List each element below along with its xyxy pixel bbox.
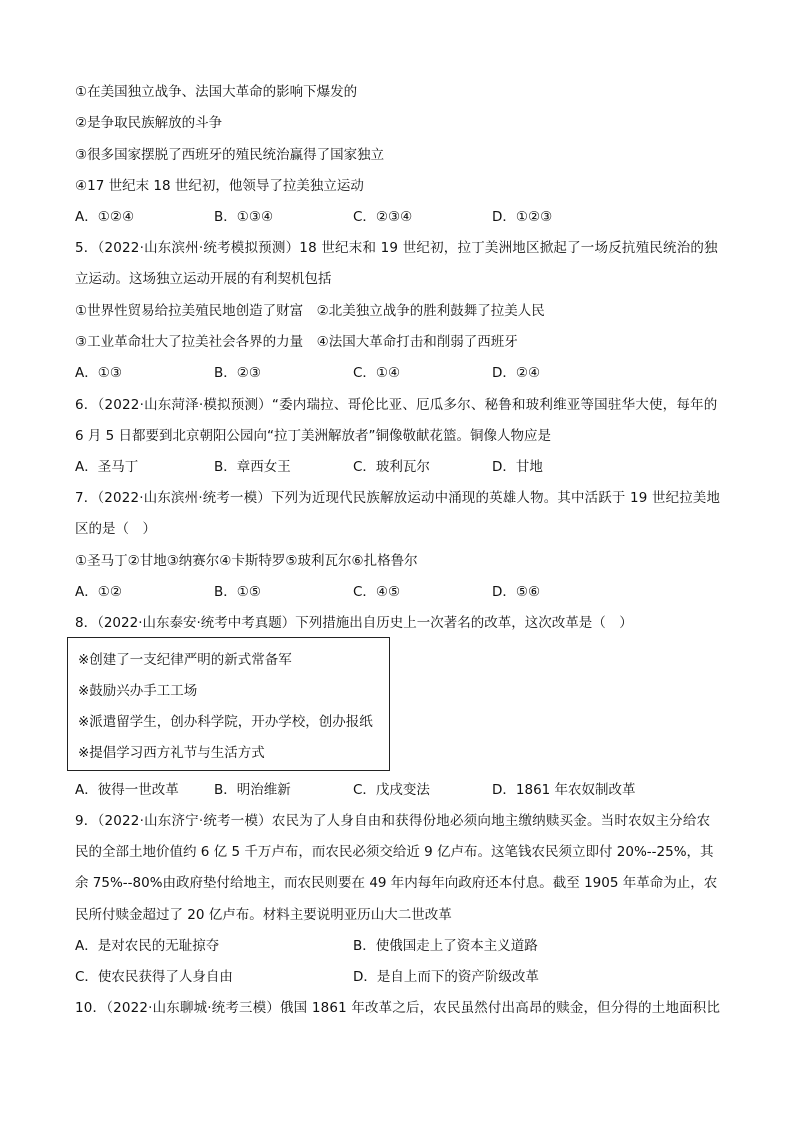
q4-statement-3: ③很多国家摆脱了西班牙的殖民统治赢得了国家独立 <box>75 147 385 163</box>
q9-stem-line-1: 9．（2022·山东济宁·统考一模）农民为了人身自由和获得份地必须向地主缴纳赎买金。当时农奴主分给农 <box>75 813 711 829</box>
q4-option-c: C．②③④ <box>353 209 413 225</box>
q7-stem-line-1: 7．（2022·山东滨州·统考一模）下列为近现代民族解放运动中涌现的英雄人物。其中活跃于 19 世纪拉美地 <box>75 490 721 506</box>
q7-statements: ①圣马丁②甘地③纳赛尔④卡斯特罗⑤玻利瓦尔⑥扎格鲁尔 <box>75 553 418 569</box>
q8-box-item-4: ※提倡学习西方礼节与生活方式 <box>78 745 265 761</box>
q8-option-a: A．彼得一世改革 <box>75 782 179 798</box>
q4-option-a: A．①②④ <box>75 209 135 225</box>
q10-stem-line-1: 10．（2022·山东聊城·统考三模）俄国 1861 年改革之后，农民虽然付出高昂的赎金，但分得的土地面积比 <box>75 1000 721 1016</box>
q8-box-item-3: ※派遣留学生，创办科学院，开办学校，创办报纸 <box>78 714 373 730</box>
q6-stem-line-2: 6 月 5 日都要到北京朝阳公园向“拉丁美洲解放者”铜像敬献花篮。铜像人物应是 <box>75 428 552 444</box>
q8-box-item-1: ※创建了一支纪律严明的新式常备军 <box>78 652 292 668</box>
q5-statements-2: ③工业革命壮大了拉美社会各界的力量 ④法国大革命打击和削弱了西班牙 <box>75 334 518 350</box>
q4-option-d: D．①②③ <box>492 209 553 225</box>
q4-option-b: B．①③④ <box>214 209 274 225</box>
q5-stem-line-1: 5．（2022·山东滨州·统考模拟预测）18 世纪末和 19 世纪初，拉丁美洲地区掀起了一场反抗殖民统治的独 <box>75 240 718 256</box>
q9-option-b: B．使俄国走上了资本主义道路 <box>353 938 538 954</box>
q6-option-b: B．章西女王 <box>214 459 291 475</box>
q5-statements-1: ①世界性贸易给拉美殖民地创造了财富 ②北美独立战争的胜利鼓舞了拉美人民 <box>75 303 545 319</box>
q9-stem-line-3: 余 75%--80%由政府垫付给地主，而农民则要在 49 年内每年向政府还本付息。截至 1905 年革命为止，农 <box>75 875 718 891</box>
q5-option-d: D．②④ <box>492 365 541 381</box>
q8-material-box <box>67 637 390 771</box>
q6-option-c: C．玻利瓦尔 <box>353 459 430 475</box>
q9-option-a: A．是对农民的无耻掠夺 <box>75 938 220 954</box>
q8-box-item-2: ※鼓励兴办手工工场 <box>78 683 198 699</box>
q5-option-c: C．①④ <box>353 365 401 381</box>
q4-statement-4: ④17 世纪末 18 世纪初，他领导了拉美独立运动 <box>75 178 364 194</box>
q7-option-b: B．①⑤ <box>214 584 261 600</box>
q6-stem-line-1: 6．（2022·山东菏泽·模拟预测）“委内瑞拉、哥伦比亚、厄瓜多尔、秘鲁和玻利维亚等国驻华大使，每年的 <box>75 397 718 413</box>
q7-stem-line-2: 区的是（ ） <box>75 521 156 537</box>
q9-option-c: C．使农民获得了人身自由 <box>75 969 233 985</box>
q8-stem: 8．（2022·山东泰安·统考中考真题）下列措施出自历史上一次著名的改革，这次改革是（ ） <box>75 615 633 631</box>
q6-option-d: D．甘地 <box>492 459 543 475</box>
q7-option-d: D．⑤⑥ <box>492 584 541 600</box>
q9-option-d: D．是自上而下的资产阶级改革 <box>353 969 539 985</box>
q8-option-b: B．明治维新 <box>214 782 291 798</box>
q8-option-d: D．1861 年农奴制改革 <box>492 782 636 798</box>
q4-statement-2: ②是争取民族解放的斗争 <box>75 115 223 131</box>
q4-statement-1: ①在美国独立战争、法国大革命的影响下爆发的 <box>75 84 358 100</box>
q9-stem-line-4: 民所付赎金超过了 20 亿卢布。材料主要说明亚历山大二世改革 <box>75 907 452 923</box>
q5-option-b: B．②③ <box>214 365 261 381</box>
q5-stem-line-2: 立运动。这场独立运动开展的有利契机包括 <box>75 271 332 287</box>
q8-option-c: C．戊戌变法 <box>353 782 430 798</box>
q5-option-a: A．①③ <box>75 365 122 381</box>
q7-option-a: A．①② <box>75 584 122 600</box>
q9-stem-line-2: 民的全部土地价值约 6 亿 5 千万卢布，而农民必须交给近 9 亿卢布。这笔钱农民须立即付 20%--25%，其 <box>75 844 714 860</box>
q7-option-c: C．④⑤ <box>353 584 401 600</box>
q6-option-a: A．圣马丁 <box>75 459 139 475</box>
